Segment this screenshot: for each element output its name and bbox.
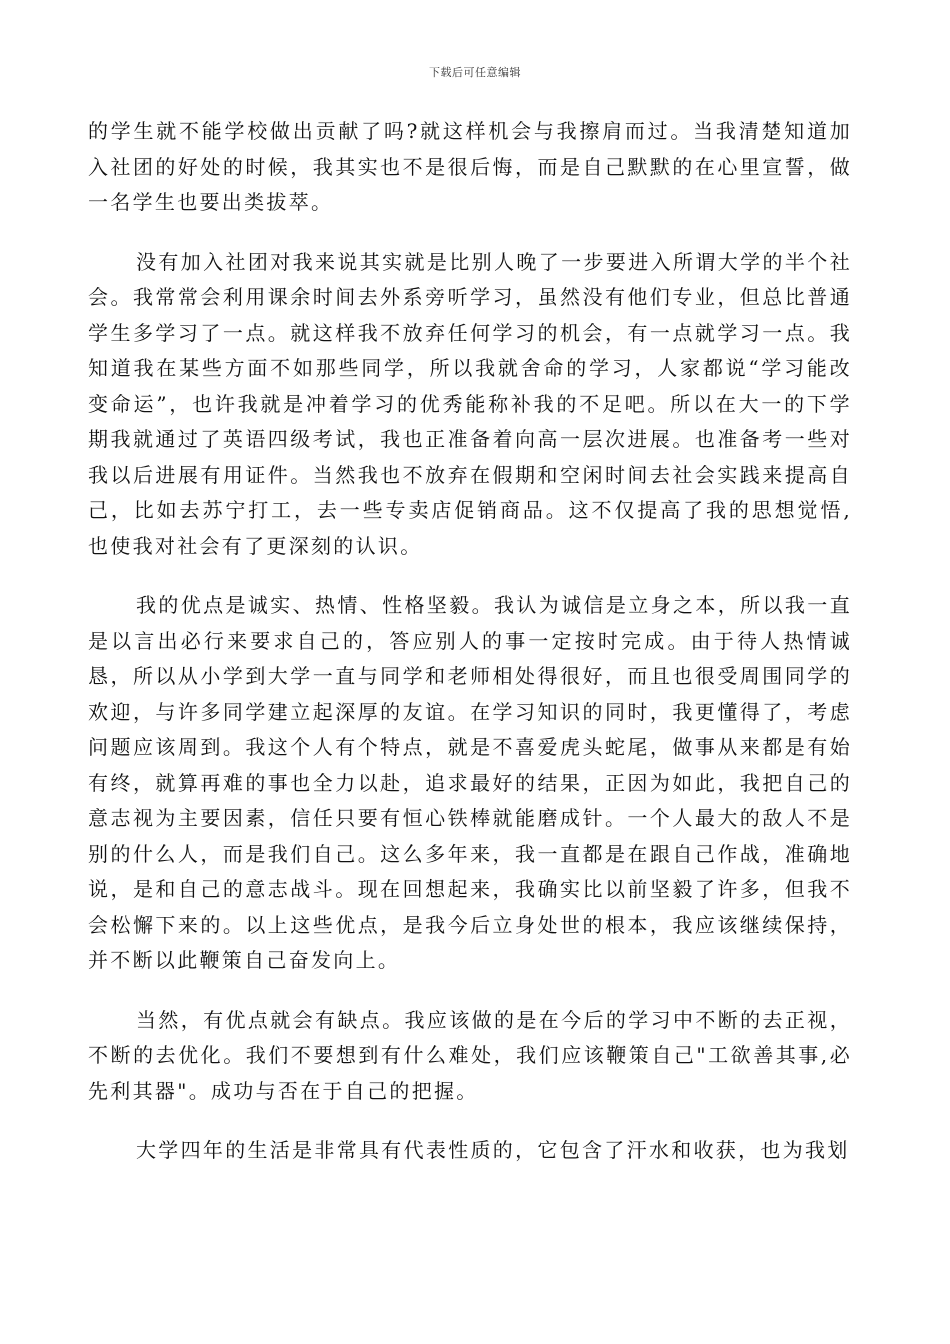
page-header: 下载后可任意编辑 (429, 66, 521, 79)
paragraph-club-and-study: 没有加入社团对我来说其实就是比别人晚了一步要进入所谓大学的半个社会。我常常会利用课余时间去外系旁听学习，虽然没有他们专业，但总比普通学生多学习了一点。就这样我不放弃任何学习的机会，有一点就学习一点。我知道我在某些方面不如那些同学，所以我就舍命的学习，人家都说“学习能改变命运”，也许我就是冲着学习的优秀能称补我的不足吧。所以在大一的下学期我就通过了英语四级考试，我也正准备着向高一层次进展。也准备考一些对我以后进展有用证件。当然我也不放弃在假期和空闲时间去社会实践来提高自己，比如去苏宁打工，去一些专卖店促销商品。这不仅提高了我的思想觉悟,也使我对社会有了更深刻的认识。 (88, 249, 852, 558)
paragraph-university-life: 大学四年的生活是非常具有代表性质的，它包含了汗水和收获，也为我划 (136, 1138, 850, 1162)
document-body (88, 114, 852, 1193)
paragraph-continuation: 的学生就不能学校做出贡献了吗?就这样机会与我擦肩而过。当我清楚知道加入社团的好处的时候，我其实也不是很后悔，而是自己默默的在心里宣誓，做一名学生也要出类拔萃。 (88, 119, 852, 214)
paragraph-strengths: 我的优点是诚实、热情、性格坚毅。我认为诚信是立身之本，所以我一直是以言出必行来要求自己的，答应别人的事一定按时完成。由于待人热情诚恳，所以从小学到大学一直与同学和老师相处得很好，而且也很受周围同学的欢迎，与许多同学建立起深厚的友谊。在学习知识的同时，我更懂得了，考虑问题应该周到。我这个人有个特点，就是不喜爱虎头蛇尾，做事从来都是有始有终，就算再难的事也全力以赴，追求最好的结果，正因为如此，我把自己的意志视为主要因素，信任只要有恒心铁棒就能磨成针。一个人最大的敌人不是别的什么人，而是我们自己。这么多年来，我一直都是在跟自己作战，准确地说，是和自己的意志战斗。现在回想起来，我确实比以前坚毅了许多，但我不会松懈下来的。以上这些优点，是我今后立身处世的根本，我应该继续保持，并不断以此鞭策自己奋发向上。 (88, 593, 852, 972)
paragraph-weaknesses: 当然，有优点就会有缺点。我应该做的是在今后的学习中不断的去正视，不断的去优化。我们不要想到有什么难处，我们应该鞭策自己"工欲善其事,必先利其器"。成功与否在于自己的把握。 (88, 1007, 852, 1103)
